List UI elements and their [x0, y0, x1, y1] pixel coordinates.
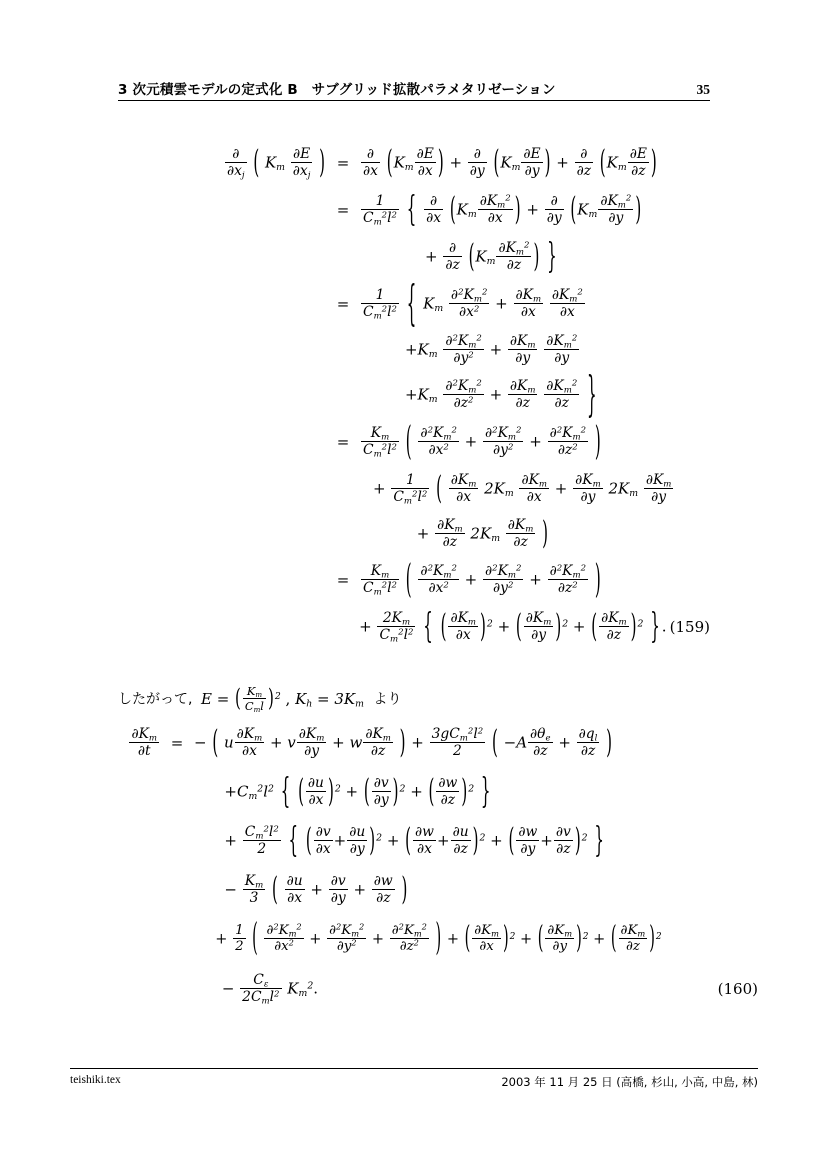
- page-header: [118, 78, 710, 98]
- prose-inline-math: E = ( $\frac{K_m}{C_ml}$ )$^2$ , $K_h = 3K_m$: [196, 683, 364, 715]
- eq159-line-1: $\frac{\partial}{\partial x_j}$ ( $K_m$ $\frac{\partial E}{\partial x_j}$ ) = $\frac{\partial}{\partial x}$ ($K_m$ $\frac{\partial E}{\partial x}$ ) + $\frac{\partial}{\partial y}$ ($K_m$ $\frac{\partial E}{\partial y}$ ) + $\frac{\partial}{\partial z}$ ($K_m$ $\frac{\partial E}{\partial z}$ ): [226, 142, 657, 181]
- eq160-line-2: $+C_m^2l^2$ { ( $\frac{\partial u}{\partial x}$ )$^2$ + ( $\frac{\partial v}{\partial y}$ )$^2$ + ( $\frac{\partial w}{\partial z}$ )$^2$ }: [224, 770, 491, 812]
- eq160-line-1: $\frac{\partial K_m}{\partial t}$ = − ( u $\frac{\partial K_m}{\partial x}$ + v $\frac{\partial K_m}{\partial y}$ + w $\frac{\partial K_m}{\partial z}$ ) + $\frac{3gC_m^2l^2}{2}$ ( −A $\frac{\partial\theta_e}{\partial z}$ + $\frac{\partial q_l}{\partial z}$ ): [131, 722, 613, 761]
- header-page-number: 35: [696, 82, 710, 97]
- footer-rule: [70, 1068, 758, 1069]
- equation-160-tag: (160): [717, 980, 758, 998]
- eq159-line-11: + $\frac{2K_m}{C_m^2l^2}$ { ( $\frac{\partial K_m}{\partial x}$ )$^2$ + ( $\frac{\partial K_m}{\partial y}$ )$^2$ + ( $\frac{\partial K_m}{\partial z}$ )$^2$ } . (159): [359, 605, 710, 647]
- eq160-line-5: + $\frac{1}{2}$ ( $\frac{\partial^2K_m^2}{\partial x^2}$ + $\frac{\partial^2K_m^2}{\partial y^2}$ + $\frac{\partial^2K_m^2}{\partial z^2}$ ) + ( $\frac{\partial K_m}{\partial x}$ )$^2$ + ( $\frac{\partial K_m}{\partial y}$ )$^2$ + ( $\frac{\partial K_m}{\partial z}$ )$^2$: [215, 917, 662, 960]
- equation-159: [118, 140, 710, 650]
- eq159-line-5: $+K_m$ $\frac{\partial^2K_m^2}{\partial y^2}$ + $\frac{\partial K_m}{\partial y}$ $\frac{\partial K_m^2}{\partial y}$: [404, 332, 578, 366]
- eq159-line-2: = $\frac{1}{C_m^2l^2}$ { $\frac{\partial}{\partial x}$ ($K_m$ $\frac{\partial K_m^2}{\partial x}$ ) + $\frac{\partial}{\partial y}$ ($K_m$ $\frac{\partial K_m^2}{\partial y}$ ): [336, 188, 642, 230]
- eq159-line-8: + $\frac{1}{C_m^2l^2}$ ( $\frac{\partial K_m}{\partial x}$ $2K_m$ $\frac{\partial K_m}{\partial x}$ + $\frac{\partial K_m}{\partial y}$ $2K_m$ $\frac{\partial K_m}{\partial y}$: [373, 468, 672, 507]
- eq160-line-6: − $\frac{C_\varepsilon}{2C_ml^2}$ $K_m^2$. (160): [221, 971, 758, 1007]
- eq160-line-4: − $\frac{K_m}{3}$ ( $\frac{\partial u}{\partial x}$ + $\frac{\partial v}{\partial y}$ + $\frac{\partial w}{\partial z}$ ): [224, 869, 408, 908]
- header-rule: [118, 100, 710, 101]
- prose-line: [118, 685, 402, 714]
- eq159-line-4: = $\frac{1}{C_m^2l^2}$ { $K_m$ $\frac{\partial^2K_m^2}{\partial x^2}$ + $\frac{\partial K_m}{\partial x}$ $\frac{\partial K_m^2}{\partial x}$: [336, 274, 583, 332]
- eq159-line-3: + $\frac{\partial}{\partial z}$ ($K_m$ $\frac{\partial K_m^2}{\partial z}$ ) }: [425, 235, 557, 277]
- eq159-line-7: = $\frac{K_m}{C_m^2l^2}$ ( $\frac{\partial^2K_m^2}{\partial x^2}$ + $\frac{\partial^2K_m^2}{\partial y^2}$ + $\frac{\partial^2K_m^2}{\partial z^2}$ ): [336, 417, 601, 465]
- prose-text-tail: より: [373, 691, 402, 708]
- footer-filename: teishiki.tex: [70, 1074, 121, 1086]
- footer-date-authors: 2003 年 11 月 25 日 (高橋, 杉山, 小高, 中島, 林): [501, 1075, 758, 1089]
- header-title: 3 次元積雲モデルの定式化 B サブグリッド拡散パラメタリゼーション: [118, 82, 556, 98]
- page-footer: [70, 1074, 758, 1090]
- eq159-line-9: + $\frac{\partial K_m}{\partial z}$ $2K_m$ $\frac{\partial K_m}{\partial z}$ ): [416, 513, 548, 552]
- eq160-line-3: + $\frac{C_m^2l^2}{2}$ { ( $\frac{\partial v}{\partial x}$ + $\frac{\partial u}{\partial y}$ )$^2$ + ( $\frac{\partial w}{\partial x}$ + $\frac{\partial u}{\partial z}$ )$^2$ + ( $\frac{\partial w}{\partial y}$ + $\frac{\partial v}{\partial z}$ )$^2$ }: [224, 819, 604, 861]
- eq159-line-10: = $\frac{K_m}{C_m^2l^2}$ ( $\frac{\partial^2K_m^2}{\partial x^2}$ + $\frac{\partial^2K_m^2}{\partial y^2}$ + $\frac{\partial^2K_m^2}{\partial z^2}$ ): [336, 555, 601, 603]
- eq159-line-6: $+K_m$ $\frac{\partial^2K_m^2}{\partial z^2}$ + $\frac{\partial K_m}{\partial z}$ $\frac{\partial K_m^2}{\partial z}$ }: [404, 365, 597, 423]
- prose-text-lead: したがって,: [118, 691, 193, 708]
- equation-160: [76, 718, 758, 1014]
- equation-159-tag: (159): [669, 618, 710, 636]
